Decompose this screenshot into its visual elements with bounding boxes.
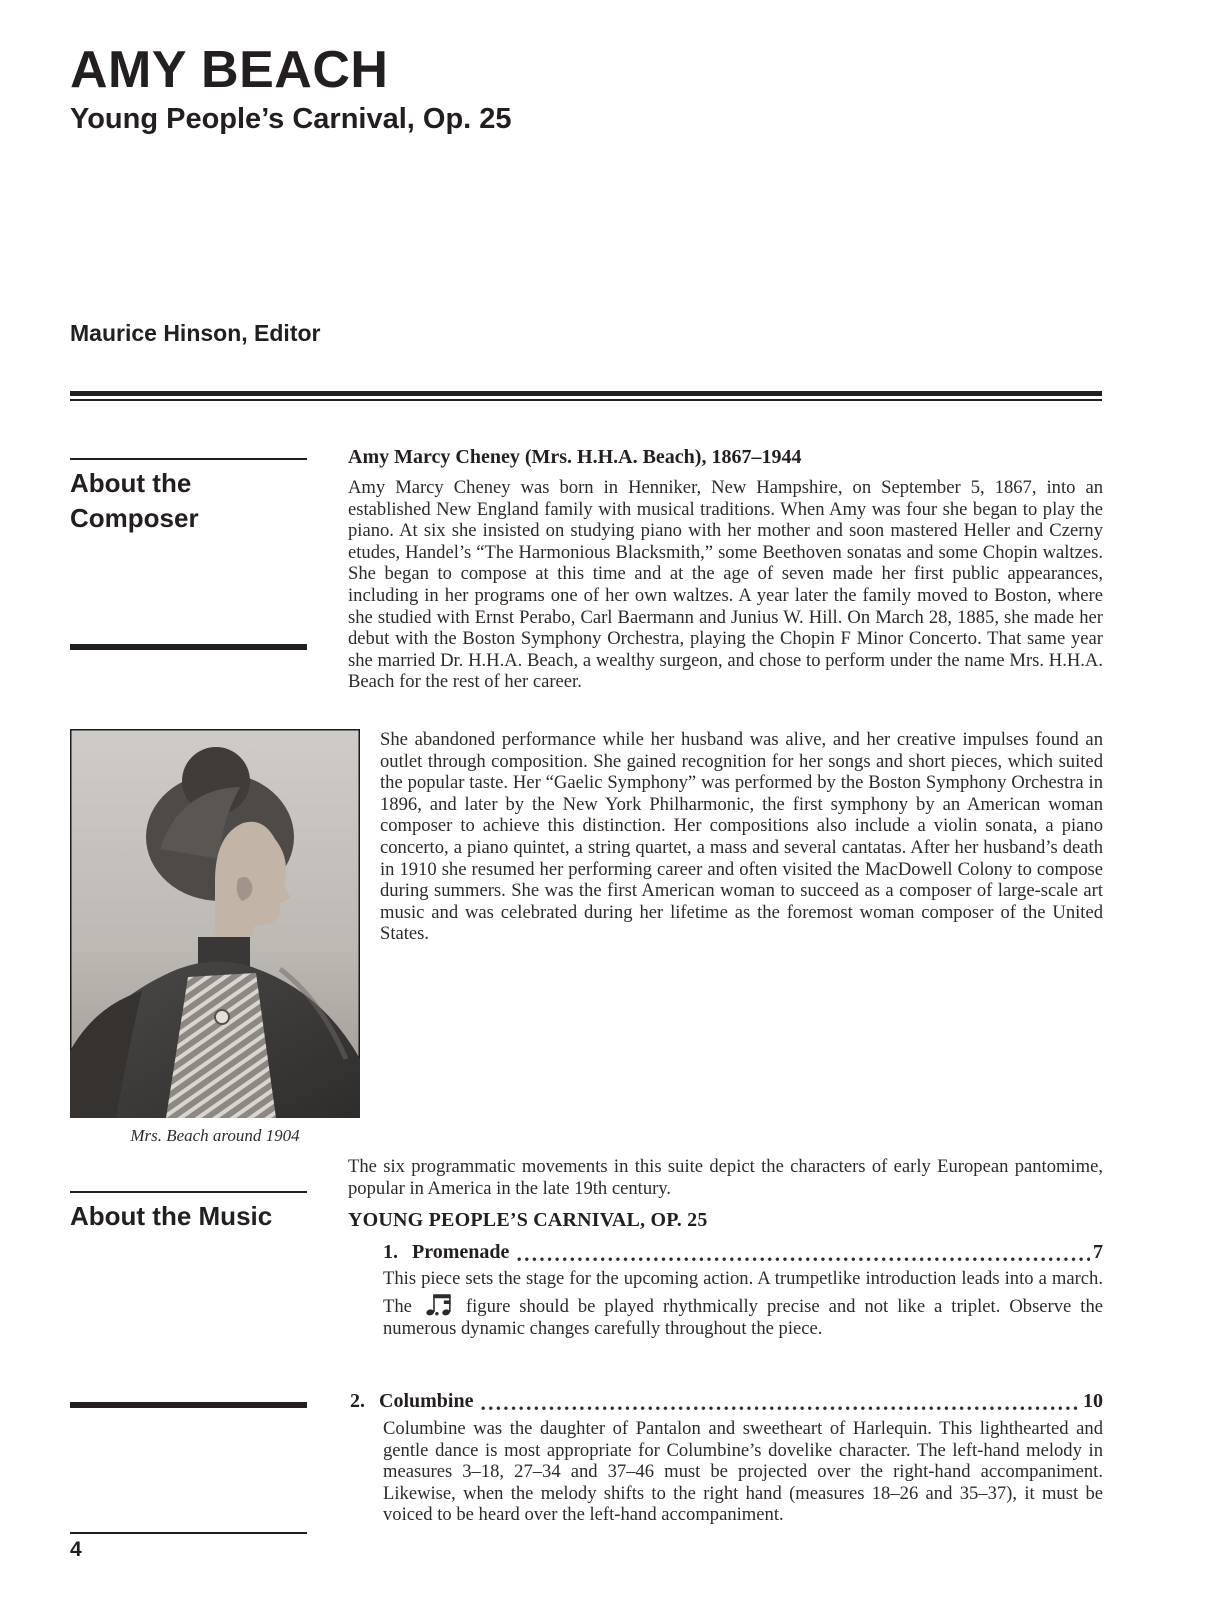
composer-paragraph-2: She abandoned performance while her husband was alive, and her creative impulses found an outlet through composition. She gained recognition for her songs and short pieces, which suited the popular taste. Her “Gaelic Symphony” was performed by the Boston Symphony Orchestra in 1896, and later by the New York Philharmonic, the first symphony by an American woman composer to achieve this distinction. Her compositions also include a violin sonata, a piano concerto, a piano quintet, a string quartet, a mass and several cantatas. After her husband’s death in 1910 she resumed her performing career and often visited the MacDowell Colony to compose during summers. She was the first American woman to succeed as a composer of large-scale art music and was celebrated during her lifetime as the foremost woman composer of the United States. [380, 729, 1103, 945]
music-section-rule-bottom [70, 1402, 307, 1408]
portrait-photo-image [70, 729, 360, 1118]
toc-item-page: 7 [1093, 1241, 1103, 1263]
toc-item-number: 2. [350, 1390, 365, 1412]
dotted-eighth-sixteenth-note-icon [424, 1290, 454, 1318]
sidebar-heading-about-music: About the Music [70, 1201, 273, 1231]
portrait-photo [70, 729, 360, 1118]
page-subtitle: Young People’s Carnival, Op. 25 [70, 103, 512, 135]
suite-list-heading: YOUNG PEOPLE’S CARNIVAL, OP. 25 [348, 1209, 708, 1231]
dotted-leader [517, 1257, 1090, 1262]
composer-section-rule-bottom [70, 644, 307, 650]
toc-item-number: 1. [383, 1241, 398, 1263]
header-rule-thick [70, 391, 1102, 396]
composer-paragraph-1: Amy Marcy Cheney was born in Henniker, New Hampshire, on September 5, 1867, into an established New England family with musical traditions. When Amy was four she began to play the piano. At six she insisted on studying piano with her mother and soon mastered Heller and Czerny etudes, Handel’s “The Harmonious Blacksmith,” some Beethoven sonatas and some Chopin waltzes. She began to compose at this time and at the age of seven made her first public appearances, including in her programs one of her own waltzes. A year later the family moved to Boston, where she studied with Ernst Perabo, Carl Baermann and Junius W. Hill. On March 28, 1885, she made her debut with the Boston Symphony Orchestra, playing the Chopin F Minor Concerto. That same year she married Dr. H.H.A. Beach, a wealthy surgeon, and chose to perform under the name Mrs. H.H.A. Beach for the rest of her career. [348, 477, 1103, 693]
page-number: 4 [70, 1538, 82, 1561]
toc-item-title: Promenade [412, 1241, 510, 1263]
music-section-rule-top [70, 1191, 307, 1193]
sidebar-heading-about-composer: About the Composer [70, 468, 199, 534]
toc-item-page: 10 [1083, 1390, 1103, 1412]
footer-rule [70, 1532, 307, 1534]
dotted-leader [481, 1406, 1080, 1411]
toc-item-title: Columbine [379, 1390, 474, 1412]
photo-caption: Mrs. Beach around 1904 [130, 1126, 300, 1145]
toc-item-promenade [383, 1241, 1103, 1264]
promenade-description [383, 1268, 1103, 1339]
promenade-description-after: figure should be played rhythmically precise and not like a triplet. Observe the numerous dynamic changes carefully throughout the piece. [383, 1295, 1103, 1339]
columbine-description: Columbine was the daughter of Pantalon and sweetheart of Harlequin. This lighthearted and gentle dance is most appropriate for Columbine’s dovelike character. The left-hand melody in measures 3–18, 27–34 and 37–46 must be projected over the right-hand accompaniment. Likewise, when the melody shifts to the right hand (measures 18–26 and 35–37), it must be voiced to be heard over the left-hand accompaniment. [383, 1418, 1103, 1526]
page-title: AMY BEACH [70, 41, 389, 99]
editor-credit: Maurice Hinson, Editor [70, 320, 321, 346]
promenade-description-before: This piece sets the stage for the upcoming action. A trumpetlike introduction leads into a march. The [383, 1268, 1103, 1317]
composer-section-rule-top [70, 458, 307, 460]
music-intro-paragraph: The six programmatic movements in this suite depict the characters of early European pantomime, popular in America in the late 19th century. [348, 1156, 1103, 1199]
composer-dates-heading: Amy Marcy Cheney (Mrs. H.H.A. Beach), 1867–1944 [348, 446, 802, 468]
header-rule-thin [70, 399, 1102, 401]
toc-item-columbine [350, 1390, 1103, 1413]
